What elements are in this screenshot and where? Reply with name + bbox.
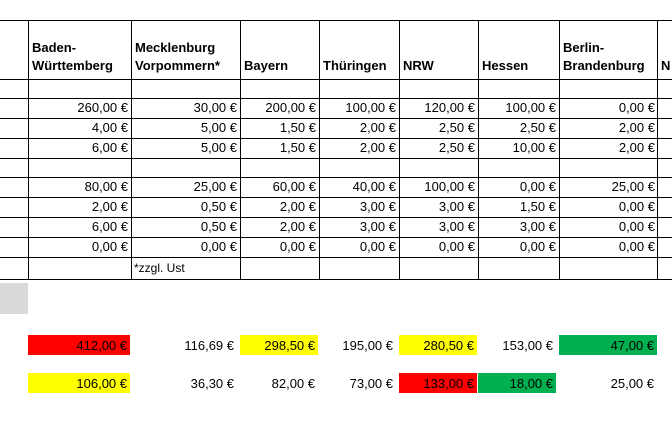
value-cell[interactable]: 0,00 €: [618, 239, 655, 254]
value-cell[interactable]: 0,00 €: [618, 199, 655, 214]
value-cell[interactable]: 2,50 €: [438, 120, 475, 135]
summary-value-cell[interactable]: 153,00 €: [502, 338, 553, 353]
grid-line-horizontal: [0, 79, 672, 80]
summary-value-cell[interactable]: 82,00 €: [271, 376, 315, 391]
value-cell[interactable]: 60,00 €: [272, 179, 316, 194]
value-cell[interactable]: 2,00 €: [618, 120, 655, 135]
value-cell[interactable]: 4,00 €: [91, 120, 128, 135]
value-cell[interactable]: 1,50 €: [519, 199, 556, 214]
column-header-line2[interactable]: Württemberg: [32, 58, 113, 73]
value-cell[interactable]: 2,00 €: [279, 199, 316, 214]
value-cell[interactable]: 2,00 €: [279, 219, 316, 234]
value-cell[interactable]: 5,00 €: [200, 140, 237, 155]
value-cell[interactable]: 0,00 €: [279, 239, 316, 254]
value-cell[interactable]: 200,00 €: [265, 100, 316, 115]
summary-value-cell[interactable]: 73,00 €: [349, 376, 393, 391]
value-cell[interactable]: 0,00 €: [359, 239, 396, 254]
grid-line-horizontal: [0, 177, 672, 178]
footnote-vat: *zzgl. Ust: [134, 261, 185, 275]
column-header-line2[interactable]: Bayern: [244, 58, 289, 73]
summary-value-cell[interactable]: 280,50 €: [423, 338, 474, 353]
value-cell[interactable]: 10,00 €: [512, 140, 556, 155]
column-header-line2[interactable]: NRW: [403, 58, 434, 73]
column-header-line2[interactable]: Vorpommern*: [135, 58, 220, 73]
column-header-line2[interactable]: Brandenburg: [563, 58, 645, 73]
grid-line-horizontal: [0, 257, 672, 258]
column-header-line2[interactable]: Hessen: [482, 58, 529, 73]
value-cell[interactable]: 0,00 €: [438, 239, 475, 254]
column-header-line1[interactable]: Mecklenburg: [135, 40, 216, 55]
value-cell[interactable]: 0,50 €: [200, 219, 237, 234]
value-cell[interactable]: 1,50 €: [279, 120, 316, 135]
summary-value-cell[interactable]: 106,00 €: [76, 376, 127, 391]
summary-value-cell[interactable]: 298,50 €: [264, 338, 315, 353]
grid-line-horizontal: [0, 20, 672, 21]
value-cell[interactable]: 0,00 €: [618, 100, 655, 115]
value-cell[interactable]: 6,00 €: [91, 219, 128, 234]
value-cell[interactable]: 2,50 €: [519, 120, 556, 135]
value-cell[interactable]: 0,00 €: [91, 239, 128, 254]
summary-value-cell[interactable]: 133,00 €: [423, 376, 474, 391]
value-cell[interactable]: 25,00 €: [193, 179, 237, 194]
summary-value-cell[interactable]: 47,00 €: [610, 338, 654, 353]
value-cell[interactable]: 0,00 €: [519, 239, 556, 254]
value-cell[interactable]: 100,00 €: [345, 100, 396, 115]
value-cell[interactable]: 3,00 €: [359, 219, 396, 234]
value-cell[interactable]: 0,50 €: [200, 199, 237, 214]
grid-line-horizontal: [0, 98, 672, 99]
column-header-line1[interactable]: Berlin-: [563, 40, 605, 55]
value-cell[interactable]: 1,50 €: [279, 140, 316, 155]
summary-value-cell[interactable]: 195,00 €: [342, 338, 393, 353]
summary-value-cell[interactable]: 25,00 €: [610, 376, 654, 391]
selected-cell[interactable]: [0, 283, 28, 314]
value-cell[interactable]: 3,00 €: [438, 219, 475, 234]
value-cell[interactable]: 30,00 €: [193, 100, 237, 115]
summary-value-cell[interactable]: 116,69 €: [184, 338, 234, 353]
grid-line-horizontal: [0, 237, 672, 238]
grid-line-horizontal: [0, 138, 672, 139]
column-header-line2[interactable]: Thüringen: [323, 58, 387, 73]
summary-value-cell[interactable]: 36,30 €: [190, 376, 234, 391]
value-cell[interactable]: 0,00 €: [618, 219, 655, 234]
value-cell[interactable]: 3,00 €: [438, 199, 475, 214]
value-cell[interactable]: 80,00 €: [84, 179, 128, 194]
grid-line-horizontal: [0, 279, 672, 280]
value-cell[interactable]: 25,00 €: [611, 179, 655, 194]
value-cell[interactable]: 120,00 €: [424, 100, 475, 115]
grid-line-horizontal: [0, 158, 672, 159]
value-cell[interactable]: 2,50 €: [438, 140, 475, 155]
value-cell[interactable]: 40,00 €: [352, 179, 396, 194]
value-cell[interactable]: 3,00 €: [519, 219, 556, 234]
grid-line-horizontal: [0, 217, 672, 218]
summary-value-cell[interactable]: 412,00 €: [76, 338, 127, 353]
value-cell[interactable]: 2,00 €: [618, 140, 655, 155]
value-cell[interactable]: 5,00 €: [200, 120, 237, 135]
value-cell[interactable]: 100,00 €: [424, 179, 475, 194]
grid-line-horizontal: [0, 118, 672, 119]
value-cell[interactable]: 0,00 €: [519, 179, 556, 194]
grid-line-vertical: [657, 20, 658, 280]
value-cell[interactable]: 260,00 €: [77, 100, 128, 115]
summary-value-cell[interactable]: 18,00 €: [509, 376, 553, 391]
value-cell[interactable]: 2,00 €: [359, 140, 396, 155]
value-cell[interactable]: 0,00 €: [200, 239, 237, 254]
value-cell[interactable]: 3,00 €: [359, 199, 396, 214]
value-cell[interactable]: 100,00 €: [505, 100, 556, 115]
value-cell[interactable]: 6,00 €: [91, 140, 128, 155]
column-header-line2[interactable]: N: [661, 58, 671, 73]
value-cell[interactable]: 2,00 €: [91, 199, 128, 214]
column-header-line1[interactable]: Baden-: [32, 40, 77, 55]
grid-line-horizontal: [0, 197, 672, 198]
value-cell[interactable]: 2,00 €: [359, 120, 396, 135]
